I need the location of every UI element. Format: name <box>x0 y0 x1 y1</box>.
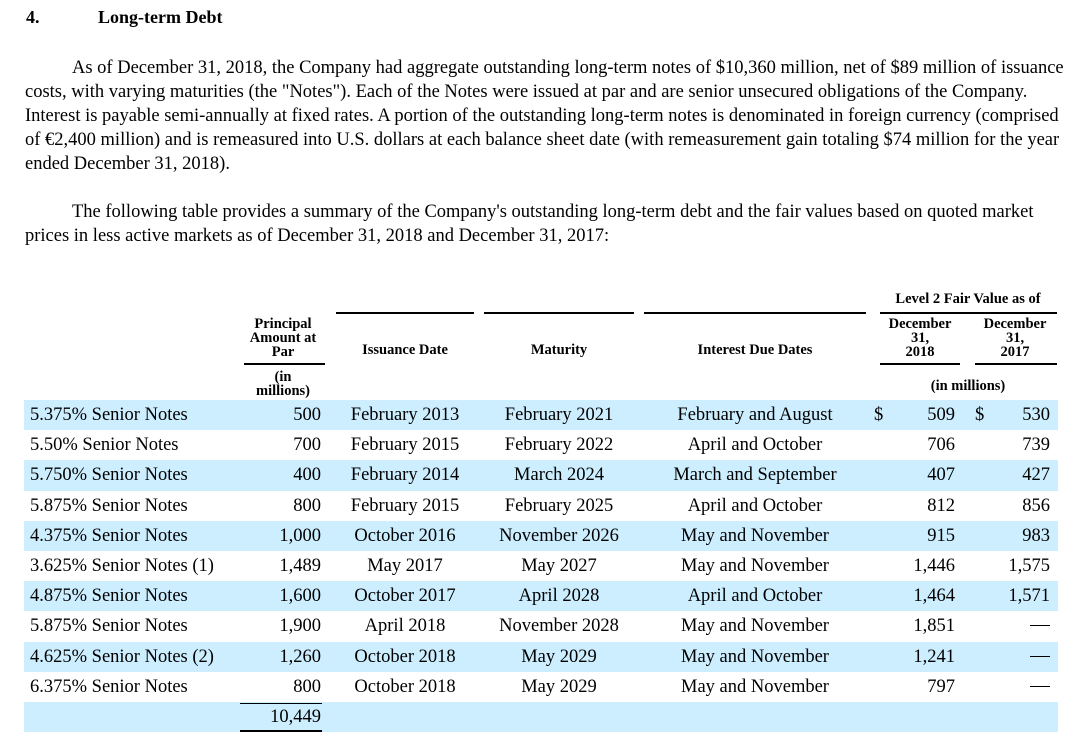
header-fair-value-unit: (in millions) <box>930 378 1006 394</box>
note-name: 5.875% Senior Notes <box>30 616 188 637</box>
interest-due-dates: May and November <box>681 616 829 637</box>
header-rule-interest <box>644 312 866 314</box>
header-rule-dec-2017 <box>975 363 1057 365</box>
issuance-date: February 2015 <box>350 495 460 516</box>
currency-symbol-2018: $ <box>874 405 884 425</box>
header-dec-2017: December 31, 2017 <box>983 316 1047 360</box>
fair-value-2017-none <box>1030 686 1050 687</box>
note-name: 5.875% Senior Notes <box>30 495 188 516</box>
issuance-date: October 2017 <box>354 586 456 607</box>
fair-value-2018: 706 <box>927 435 955 456</box>
fair-value-2017: 739 <box>1022 435 1050 456</box>
issuance-date: May 2017 <box>367 555 443 576</box>
table-row <box>24 611 1058 641</box>
table-row <box>24 460 1058 490</box>
note-name: 3.625% Senior Notes (1) <box>30 555 214 576</box>
fair-value-2017-none <box>1030 656 1050 657</box>
fair-value-2018: 1,464 <box>913 586 955 607</box>
principal-amount: 1,600 <box>279 586 321 607</box>
principal-amount: 500 <box>293 405 321 425</box>
section-title: Long-term Debt <box>98 7 223 27</box>
maturity-date: November 2028 <box>499 616 619 637</box>
principal-amount: 1,260 <box>279 646 321 667</box>
table-row <box>24 551 1058 581</box>
table-row <box>24 642 1058 672</box>
header-principal: Principal Amount at Par <box>249 316 317 360</box>
header-rule-maturity <box>484 312 634 314</box>
header-rule-level2 <box>880 312 1057 314</box>
maturity-date: November 2026 <box>499 525 619 546</box>
interest-due-dates: March and September <box>673 465 837 486</box>
note-name: 5.375% Senior Notes <box>30 405 188 425</box>
section-number: 4. <box>26 7 40 27</box>
header-interest-due-dates: Interest Due Dates <box>697 342 813 358</box>
fair-value-2017: 1,571 <box>1008 586 1050 607</box>
maturity-date: April 2028 <box>518 586 600 607</box>
issuance-date: February 2013 <box>350 405 460 425</box>
total-rule-top <box>240 703 322 704</box>
interest-due-dates: May and November <box>681 525 829 546</box>
fair-value-2017-none <box>1030 625 1050 626</box>
header-dec-2018: December 31, 2018 <box>888 316 952 360</box>
fair-value-2018: 1,446 <box>913 555 955 576</box>
principal-amount: 700 <box>293 435 321 456</box>
issuance-date: October 2016 <box>354 525 456 546</box>
table-row <box>24 521 1058 551</box>
section-heading <box>26 7 222 28</box>
maturity-date: May 2027 <box>521 555 597 576</box>
maturity-date: May 2029 <box>521 646 597 667</box>
fair-value-2018: 1,851 <box>913 616 955 637</box>
note-name: 5.750% Senior Notes <box>30 465 188 486</box>
note-name: 4.875% Senior Notes <box>30 586 188 607</box>
principal-amount: 1,489 <box>279 555 321 576</box>
maturity-date: February 2025 <box>504 495 614 516</box>
note-name: 6.375% Senior Notes <box>30 676 188 697</box>
fair-value-2018: 407 <box>927 465 955 486</box>
interest-due-dates: May and November <box>681 555 829 576</box>
principal-amount: 1,000 <box>279 525 321 546</box>
fair-value-2017: 1,575 <box>1008 555 1050 576</box>
fair-value-2017: 530 <box>1022 405 1050 425</box>
issuance-date: April 2018 <box>364 616 446 637</box>
currency-symbol-2017: $ <box>975 405 985 425</box>
principal-amount: 400 <box>293 465 321 486</box>
fair-value-2018: 797 <box>927 676 955 697</box>
maturity-date: February 2022 <box>504 435 614 456</box>
table-row <box>24 430 1058 460</box>
maturity-date: May 2029 <box>521 676 597 697</box>
header-rule-principal <box>244 363 325 365</box>
fair-value-2017: 427 <box>1022 465 1050 486</box>
interest-due-dates: April and October <box>687 435 823 456</box>
fair-value-2018: 915 <box>927 525 955 546</box>
total-principal: 10,449 <box>270 706 321 727</box>
issuance-date: October 2018 <box>354 676 456 697</box>
issuance-date: February 2015 <box>350 435 460 456</box>
note-name: 4.375% Senior Notes <box>30 525 188 546</box>
interest-due-dates: April and October <box>687 586 823 607</box>
note-name: 4.625% Senior Notes (2) <box>30 646 214 667</box>
fair-value-2018: 812 <box>927 495 955 516</box>
maturity-date: February 2021 <box>504 405 614 425</box>
header-issuance-date: Issuance Date <box>362 342 448 358</box>
interest-due-dates: May and November <box>681 676 829 697</box>
debt-table <box>24 400 1058 732</box>
interest-due-dates: April and October <box>687 495 823 516</box>
total-row <box>24 702 1058 732</box>
paragraph-table-intro: The following table provides a summary of the Company's outstanding long-term debt and the fair values based on quoted market prices in less active markets as of December 31, 2018 and December 31, 2017: <box>25 202 1034 246</box>
table-row <box>24 400 1058 430</box>
fair-value-2017: 856 <box>1022 495 1050 516</box>
interest-due-dates: May and November <box>681 646 829 667</box>
header-rule-issuance <box>336 312 474 314</box>
fair-value-2018: 1,241 <box>913 646 955 667</box>
header-rule-dec-2018 <box>880 363 960 365</box>
note-name: 5.50% Senior Notes <box>30 435 179 456</box>
header-principal-unit: (in millions) <box>256 369 310 399</box>
issuance-date: February 2014 <box>350 465 460 486</box>
fair-value-2017: 983 <box>1022 525 1050 546</box>
header-level2-fair-value: Level 2 Fair Value as of <box>895 291 1041 307</box>
paragraph-notes-summary: As of December 31, 2018, the Company had aggregate outstanding long-term notes of $10,360 million, net of $89 million of issuance costs, with varying maturities (the "Notes"). Each of the Notes were issued at par and are senior unsecured obligations of the Company. Interest is payable semi-annually at fixed rates. A portion of the outstanding long-term notes is denominated in foreign currency (comprised of €2,400 million) and is remeasured into U.S. dollars at each balance sheet date (with remeasurement gain totaling $74 million for the year ended December 31, 2018). <box>25 58 1064 174</box>
principal-amount: 800 <box>293 495 321 516</box>
header-maturity: Maturity <box>530 342 588 358</box>
issuance-date: October 2018 <box>354 646 456 667</box>
maturity-date: March 2024 <box>514 465 604 486</box>
fair-value-2018: 509 <box>927 405 955 425</box>
table-row <box>24 581 1058 611</box>
principal-amount: 800 <box>293 676 321 697</box>
table-row <box>24 672 1058 702</box>
principal-amount: 1,900 <box>279 616 321 637</box>
interest-due-dates: February and August <box>677 405 833 425</box>
table-row <box>24 491 1058 521</box>
